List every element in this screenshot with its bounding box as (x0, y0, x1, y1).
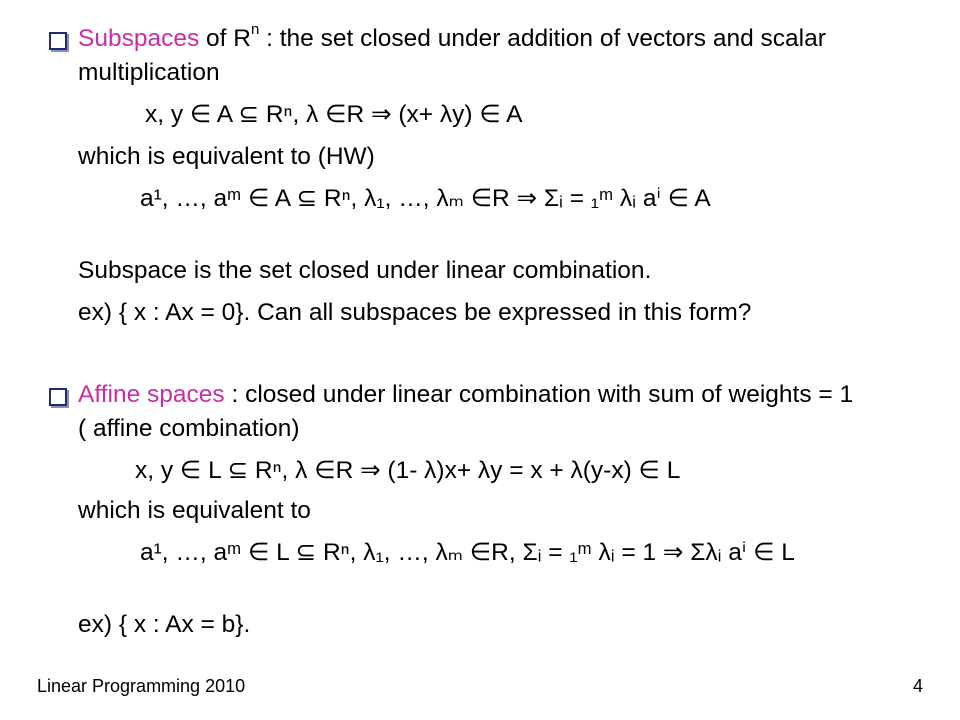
linear-combination-formula: a¹, …, aᵐ ∈ A ⊆ Rⁿ, λ₁, …, λₘ ∈R ⇒ Σᵢ = ₁ᵐ λᵢ aⁱ ∈ A (140, 185, 711, 212)
subspace-definition: Subspace is the set closed under linear combination. (78, 257, 652, 284)
affine-heading-continuation: ( affine combination) (78, 415, 300, 442)
affine-equivalence-statement: which is equivalent to (78, 497, 311, 524)
subspace-closure-formula: x, y ∈ A ⊆ Rⁿ, λ ∈R ⇒ (x+ λy) ∈ A (145, 101, 523, 128)
subspaces-term: Subspaces (78, 25, 200, 52)
square-bullet-icon (49, 388, 67, 406)
subspaces-heading-continuation: multiplication (78, 59, 220, 86)
square-bullet-icon (49, 32, 67, 50)
subspace-example: ex) { x : Ax = 0}. Can all subspaces be expressed in this form? (78, 299, 752, 326)
footer-course-title: Linear Programming 2010 (37, 676, 246, 696)
page-number: 4 (913, 676, 924, 696)
equivalence-statement: which is equivalent to (HW) (78, 143, 375, 170)
affine-combination-formula: a¹, …, aᵐ ∈ L ⊆ Rⁿ, λ₁, …, λₘ ∈R, Σᵢ = ₁ᵐ λᵢ = 1 ⇒ Σλᵢ aⁱ ∈ L (140, 539, 795, 566)
affine-closure-formula: x, y ∈ L ⊆ Rⁿ, λ ∈R ⇒ (1- λ)x+ λy = x + λ(y-x) ∈ L (135, 457, 681, 484)
affine-heading-line: Affine spaces : closed under linear combination with sum of weights = 1 (78, 381, 854, 408)
affine-spaces-term: Affine spaces (78, 381, 225, 408)
affine-example: ex) { x : Ax = b}. (78, 611, 251, 638)
subspaces-heading-line: Subspaces of $R^n$ : the set closed under addition of vectors and scalar (78, 20, 826, 52)
